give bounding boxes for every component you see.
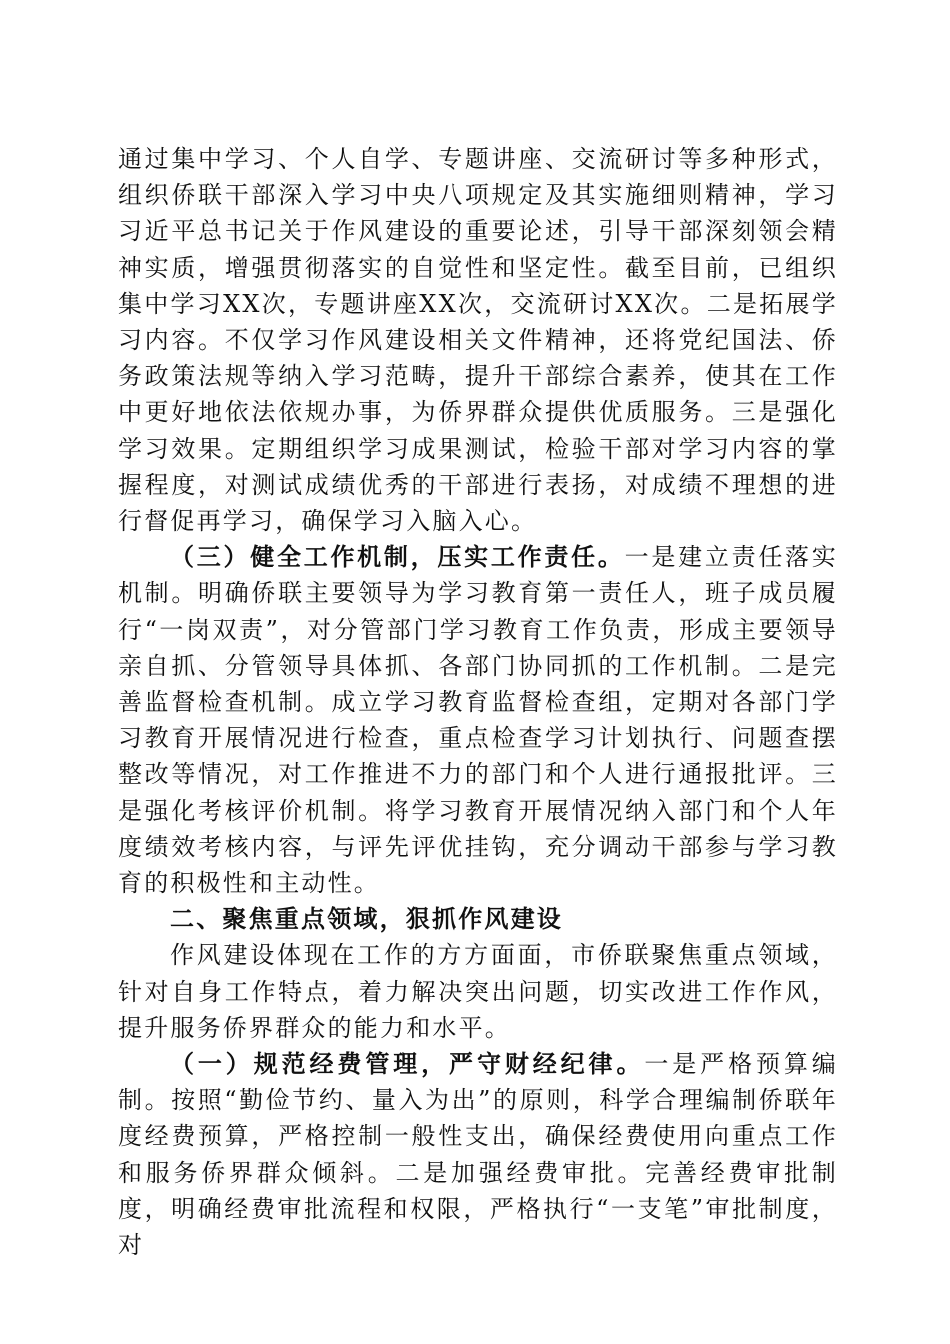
section-heading-improve-mechanism: （三）健全工作机制，压实工作责任。 [170, 542, 625, 572]
paragraph-study-forms: 通过集中学习、个人自学、专题讲座、交流研讨等多种形式，组织侨联干部深入学习中央八项规定及其实施细则精神，学习习近平总书记关于作风建设的重要论述，引导干部深刻领会精神实质，增强贯彻落实的自觉性和坚定性。截至目前，已组织集中学习XX次，专题讲座XX次，交流研讨XX次。二是拓展学习内容。不仅学习作风建设相关文件精神，还将党纪国法、侨务政策法规等纳入学习范畴，提升干部综合素养，使其在工作中更好地依法依规办事，为侨界群众提供优质服务。三是强化学习效果。定期组织学习成果测试，检验干部对学习内容的掌握程度，对测试成绩优秀的干部进行表扬，对成绩不理想的进行督促再学习，确保学习入脑入心。 [118, 145, 838, 536]
paragraph-focus-intro: 作风建设体现在工作的方方面面，市侨联聚焦重点领域，针对自身工作特点，着力解决突出问题，切实改进工作作风，提升服务侨界群众的能力和水平。 [118, 941, 838, 1042]
paragraph-funding-management-text: 一是严格预算编制。按照“勤俭节约、量入为出”的原则，科学合理编制侨联年度经费预算，严格控制一般性支出，确保经费使用向重点工作和服务侨界群众倾斜。二是加强经费审批。完善经费审批制度，明确经费审批流程和权限，严格执行“一支笔”审批制度，对 [118, 1050, 838, 1260]
paragraph-work-mechanism-text: 一是建立责任落实机制。明确侨联主要领导为学习教育第一责任人，班子成员履行“一岗双责”，对分管部门学习教育工作负责，形成主要领导亲自抓、分管领导具体抓、各部门协同抓的工作机制。二是完善监督检查机制。成立学习教育监督检查组，定期对各部门学习教育开展情况进行检查，重点检查学习计划执行、问题查摆整改等情况，对工作推进不力的部门和个人进行通报批评。三是强化考核评价机制。将学习教育开展情况纳入部门和个人年度绩效考核内容，与评先评优挂钩，充分调动干部参与学习教育的积极性和主动性。 [118, 543, 838, 898]
paragraph-work-mechanism [118, 539, 838, 901]
paragraph-funding-management [118, 1046, 838, 1263]
section-heading-funding-management: （一）规范经费管理，严守财经纪律。 [170, 1049, 645, 1079]
section-heading-focus-areas: 二、聚焦重点领域，狠抓作风建设 [170, 904, 563, 934]
document-body [118, 141, 838, 1263]
